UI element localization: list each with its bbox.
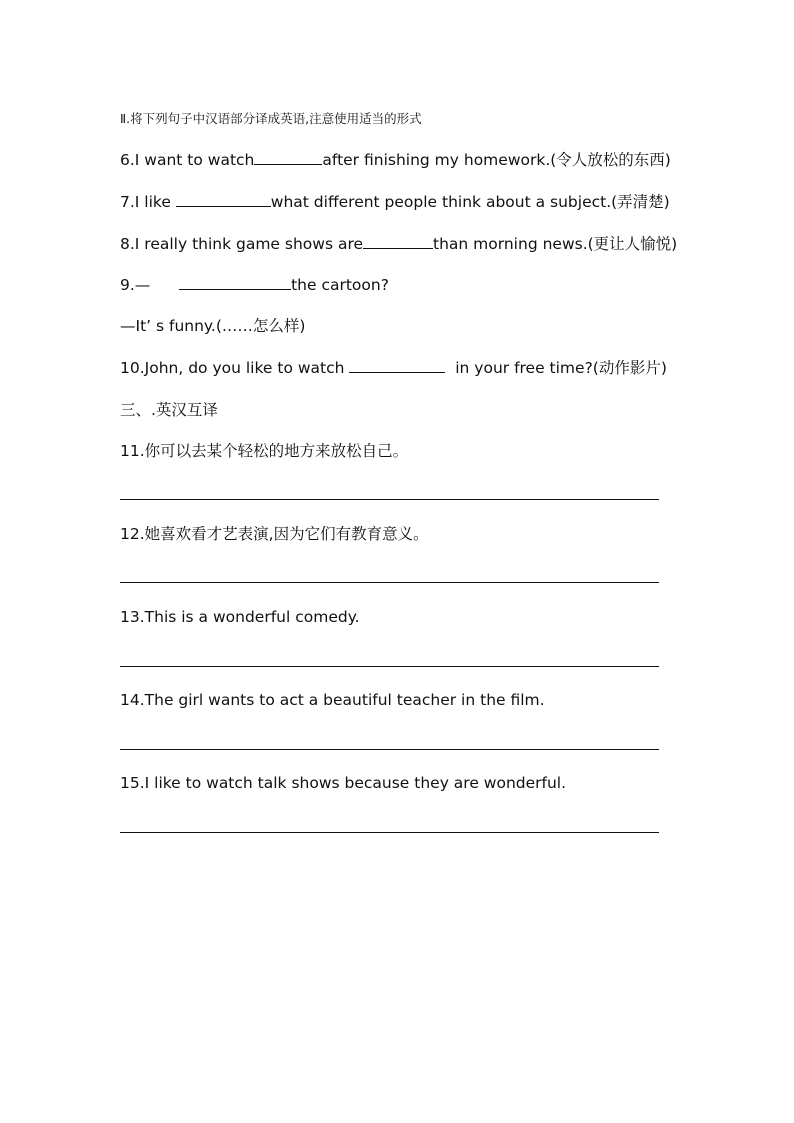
question-15: 15.I like to watch talk shows because they are wonderful. — [120, 774, 567, 792]
question-11: 11.你可以去某个轻松的地方来放松自己。 — [120, 442, 409, 460]
question-13: 13.This is a wonderful comedy. — [120, 608, 360, 626]
question-8-prefix: 8.I really think game shows are — [120, 235, 364, 253]
question-9-prefix: 9.— — [120, 276, 166, 294]
question-9 — [120, 274, 389, 295]
question-9-blank[interactable] — [179, 274, 291, 290]
section-3-title: 三、.英汉互译 — [120, 401, 218, 419]
question-8 — [120, 233, 677, 254]
question-6 — [120, 149, 671, 170]
question-12: 12.她喜欢看才艺表演,因为它们有教育意义。 — [120, 525, 429, 543]
question-13-answer-line[interactable] — [120, 666, 659, 667]
question-9-answer-line: —It’ s funny.(……怎么样) — [120, 317, 306, 335]
question-10-blank[interactable] — [349, 357, 445, 373]
question-10 — [120, 357, 667, 378]
question-7-blank[interactable] — [176, 191, 271, 207]
question-7-suffix: what different people think about a subject.(弄清楚) — [270, 193, 670, 211]
question-14-answer-line[interactable] — [120, 749, 659, 750]
question-11-answer-line[interactable] — [120, 499, 659, 500]
question-9-suffix: the cartoon? — [291, 276, 389, 294]
section-2-title: Ⅱ.将下列句子中汉语部分译成英语,注意使用适当的形式 — [120, 111, 422, 126]
question-8-blank[interactable] — [363, 233, 433, 249]
question-7 — [120, 191, 670, 212]
question-15-answer-line[interactable] — [120, 832, 659, 833]
question-10-suffix: in your free time?(动作影片) — [445, 359, 667, 377]
question-8-suffix: than morning news.(更让人愉悦) — [433, 235, 678, 253]
question-7-prefix: 7.I like — [120, 193, 176, 211]
question-10-prefix: 10.John, do you like to watch — [120, 359, 350, 377]
question-6-suffix: after finishing my homework.(令人放松的东西) — [322, 151, 671, 169]
question-14: 14.The girl wants to act a beautiful teacher in the film. — [120, 691, 545, 709]
question-6-prefix: 6.I want to watch — [120, 151, 255, 169]
question-12-answer-line[interactable] — [120, 582, 659, 583]
question-6-blank[interactable] — [254, 149, 322, 165]
